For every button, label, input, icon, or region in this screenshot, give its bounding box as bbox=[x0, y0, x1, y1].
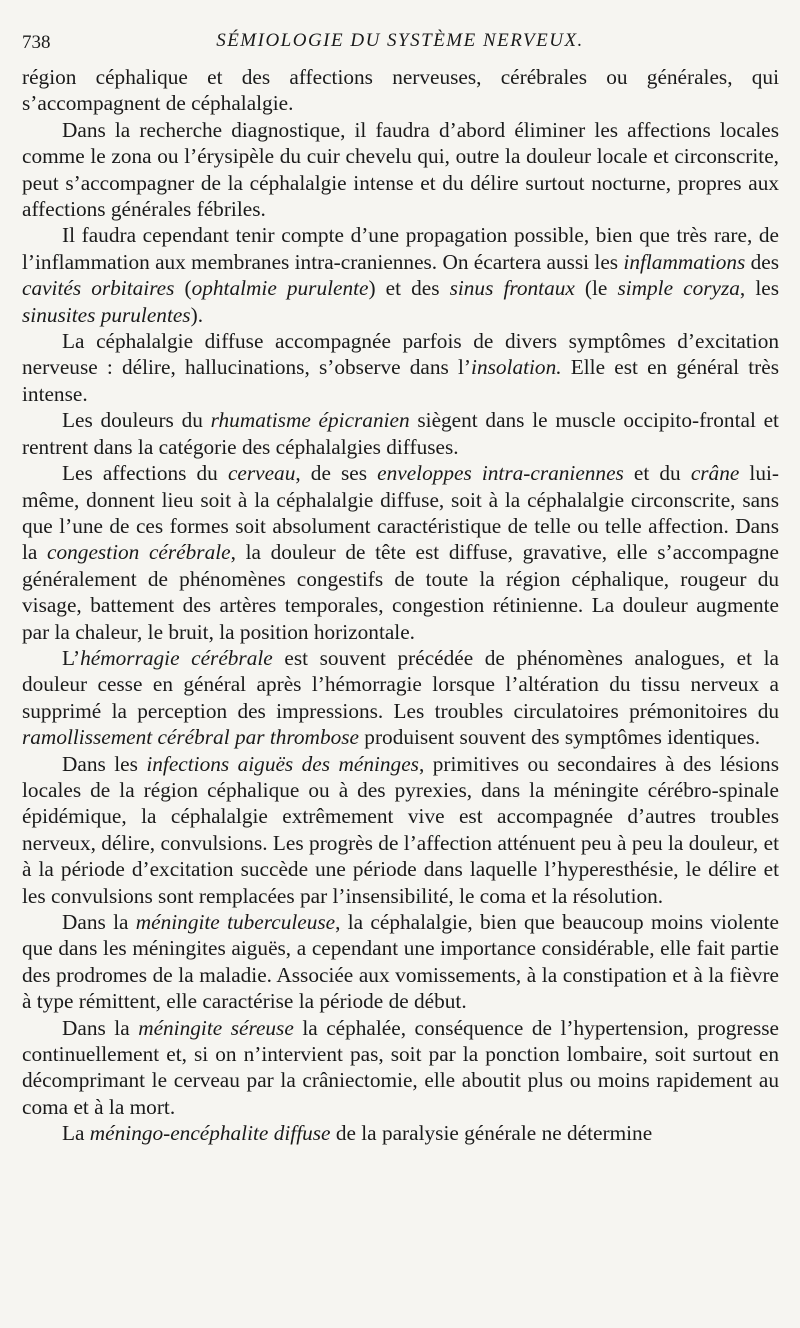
text-run: Dans la recherche diagnostique, il faudra d’abord éliminer les affections locales comme le zona ou l’érysipèle du cuir chevelu qui, outre la douleur locale et circonscrite, peut s’accompagner de la céphalalgie intense et du délire surtout nocturne, propres aux affections générales fébriles. bbox=[22, 117, 779, 222]
text-run: produisent souvent des symptômes identiques. bbox=[358, 725, 761, 750]
text-run: est souvent précédée de phénomènes analogues, et la douleur cesse en général après l’hémorragie lorsque l’altération du tissu nerveux a supprimé la perception des impressions. Les troubles circulatoires prémonitoires du bbox=[22, 645, 779, 723]
italic-term: infections aiguës des méninges bbox=[146, 751, 419, 776]
paragraph bbox=[22, 1015, 779, 1121]
italic-term: ramollissement cérébral par thrombose bbox=[22, 725, 359, 750]
italic-term: simple coryza bbox=[617, 276, 740, 301]
text-run: , les bbox=[739, 276, 779, 301]
paragraph bbox=[22, 328, 779, 407]
text-run: de la paralysie générale ne détermine bbox=[330, 1121, 653, 1146]
text-run: et du bbox=[623, 461, 691, 486]
text-run: ). bbox=[190, 302, 204, 327]
italic-term: cerveau bbox=[227, 461, 296, 486]
italic-term: crâne bbox=[690, 461, 740, 486]
page-number: 738 bbox=[22, 32, 51, 53]
paragraph bbox=[22, 645, 779, 751]
text-run: (le bbox=[574, 276, 618, 301]
italic-term: inflammations bbox=[623, 249, 746, 274]
text-run: Il faudra cependant tenir compte d’une propagation possible, bien que très rare, de l’inflammation aux membranes intra-craniennes. On écartera aussi les bbox=[22, 223, 779, 274]
italic-term: hémorragie cérébrale bbox=[80, 645, 273, 670]
text-run: L’ bbox=[62, 645, 81, 670]
text-run: , primitives ou secondaires à des lésions locales de la région céphalique ou à des pyrexies, dans la méningite cérébro-spinale épidémique, la céphalalgie extrêmement vive est accompagnée d’autres troubles nerveux, délire, convulsions. Les progrès de l’affection atténuent peu à peu la douleur, et à la période d’excitation succède une période dans laquelle l’hyperesthésie, le délire et les convulsions sont remplacées par l’insensibilité, le coma et la résolution. bbox=[22, 751, 779, 908]
text-run: La céphalalgie diffuse accompagnée parfois de divers symptômes d’excitation nerveuse : délire, hallucinations, s’observe dans l’ bbox=[22, 329, 779, 380]
text-run: région céphalique et des affections nerveuses, cérébrales ou générales, qui s’accompagnent de céphalalgie. bbox=[22, 65, 779, 116]
body-text bbox=[22, 64, 779, 1147]
text-run: Les affections du bbox=[62, 461, 228, 486]
paragraph bbox=[22, 909, 779, 1015]
page-header bbox=[22, 30, 778, 58]
text-run: La bbox=[62, 1121, 90, 1146]
text-run: Elle est en général très intense. bbox=[22, 355, 779, 406]
text-run: , la céphalalgie, bien que beaucoup moins violente que dans les méningites aiguës, a cependant une importance considérable, elle fait partie des prodromes de la maladie. Associée aux vomissements, à la constipation et à la fièvre à type rémittent, elle caractérise la période de début. bbox=[22, 910, 779, 1014]
text-run: la céphalée, conséquence de l’hypertension, progresse continuellement et, si on n’intervient pas, soit par la ponction lombaire, soit surtout en décomprimant le cerveau par la crâniectomie, elle aboutit plus ou moins rapidement au coma et à la mort. bbox=[22, 1015, 779, 1119]
italic-term: ophtalmie purulente bbox=[191, 276, 369, 301]
italic-term: enveloppes intra-craniennes bbox=[377, 461, 624, 486]
paragraph bbox=[22, 117, 779, 223]
italic-term: sinus frontaux bbox=[449, 276, 575, 301]
text-run: , de ses bbox=[295, 461, 378, 486]
paragraph bbox=[22, 751, 779, 909]
italic-term: rhumatisme épicranien bbox=[210, 408, 410, 433]
text-run: Dans la bbox=[62, 910, 136, 934]
italic-term: insolation. bbox=[471, 355, 562, 380]
text-run: des bbox=[745, 249, 779, 274]
text-run: Les douleurs du bbox=[62, 408, 211, 433]
italic-term: sinusites purulentes bbox=[22, 302, 191, 327]
italic-term: méningite tuberculeuse bbox=[135, 910, 336, 934]
running-title: SÉMIOLOGIE DU SYSTÈME NERVEUX. bbox=[216, 30, 584, 51]
text-run: Dans les bbox=[62, 751, 147, 776]
italic-term: méningite séreuse bbox=[138, 1015, 294, 1040]
text-run: lui-même, donnent lieu soit à la céphalalgie diffuse, soit à la céphalalgie circonscrite, sans que l’une de ces formes soit absolument caractéristique de telle ou telle affection. Dans la bbox=[22, 461, 779, 565]
text-run: siègent dans le muscle occipito-frontal et rentrent dans la catégorie des céphalalgies diffuses. bbox=[22, 408, 779, 459]
italic-term: cavités orbitaires bbox=[22, 276, 175, 301]
paragraph bbox=[22, 64, 779, 117]
paragraph bbox=[22, 1120, 779, 1146]
text-run: Dans la bbox=[62, 1015, 139, 1040]
text-run: , la douleur de tête est diffuse, gravative, elle s’accompagne généralement de phénomènes congestifs de toute la région céphalique, rougeur du visage, battement des artères temporales, congestion rétinienne. La douleur augmente par la chaleur, le bruit, la position horizontale. bbox=[22, 540, 779, 644]
paragraph bbox=[22, 407, 779, 460]
text-run: ) et des bbox=[368, 276, 450, 301]
paragraph bbox=[22, 460, 779, 645]
text-run: ( bbox=[174, 276, 192, 301]
italic-term: méningo-encéphalite diffuse bbox=[89, 1121, 331, 1146]
paragraph bbox=[22, 222, 779, 328]
italic-term: congestion cérébrale bbox=[47, 540, 231, 565]
